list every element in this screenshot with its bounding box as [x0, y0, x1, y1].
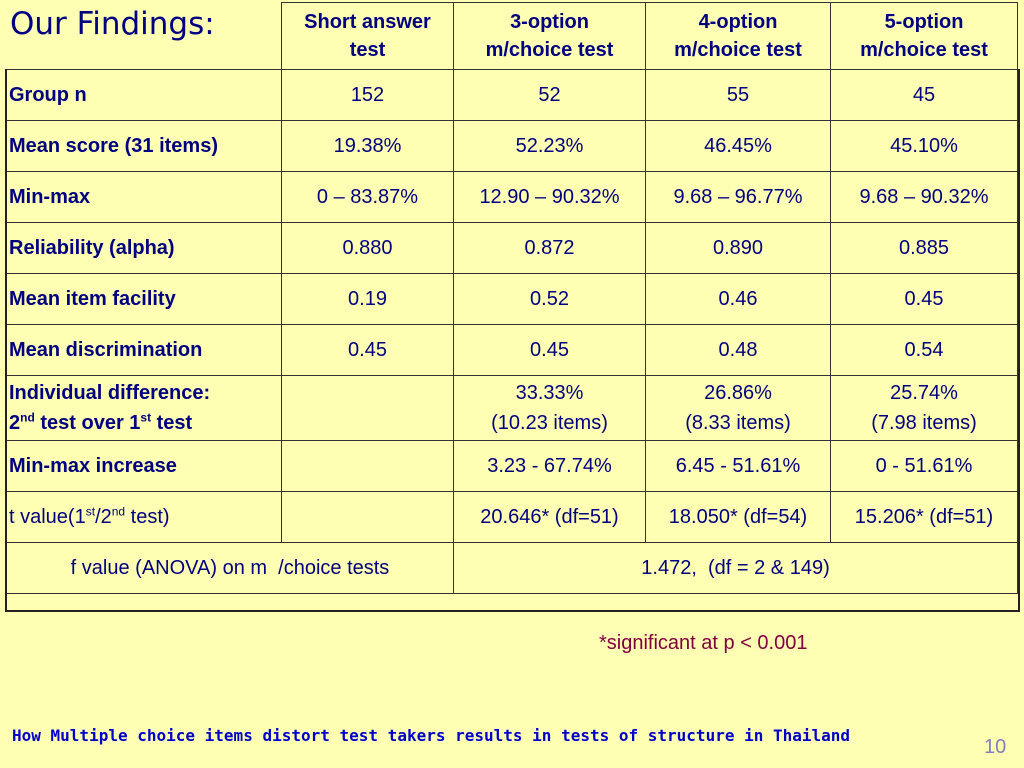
row-label: t value(1st/2nd test): [7, 492, 282, 543]
table-cell: 55: [646, 70, 831, 121]
table-cell: 3.23 - 67.74%: [454, 441, 646, 492]
individual-difference-row: [7, 376, 1018, 441]
table-cell: 0.45: [282, 325, 454, 376]
header-3-option: 3-option m/choice test: [454, 3, 646, 70]
table-row: [7, 70, 1018, 121]
slide-number: 10: [984, 736, 1007, 758]
row-label: Group n: [7, 70, 282, 121]
table-row: [7, 223, 1018, 274]
table-cell: 0 – 83.87%: [282, 172, 454, 223]
table-cell: 46.45%: [646, 121, 831, 172]
minmax-increase-row: [7, 441, 1018, 492]
table-cell: 45: [831, 70, 1018, 121]
table-cell: 33.33% (10.23 items): [454, 376, 646, 441]
row-label: Mean item facility: [7, 274, 282, 325]
table-cell: 45.10%: [831, 121, 1018, 172]
table-cell: 9.68 – 96.77%: [646, 172, 831, 223]
table-row: [7, 172, 1018, 223]
row-label: Min-max: [7, 172, 282, 223]
anova-label: f value (ANOVA) on m /choice tests: [7, 543, 454, 594]
table-cell: 15.206* (df=51): [831, 492, 1018, 543]
t-value-row: [7, 492, 1018, 543]
slide-caption: How Multiple choice items distort test takers results in tests of structure in Thailand: [12, 726, 851, 745]
significance-footnote: *significant at p < 0.001: [599, 632, 808, 654]
table-row: [7, 274, 1018, 325]
table-cell: [282, 492, 454, 543]
table-cell: 0.885: [831, 223, 1018, 274]
table-cell: 12.90 – 90.32%: [454, 172, 646, 223]
table-cell: [282, 376, 454, 441]
row-label: Mean discrimination: [7, 325, 282, 376]
table-cell: 0.45: [831, 274, 1018, 325]
header-4-option: 4-option m/choice test: [646, 3, 831, 70]
table-cell: 0.880: [282, 223, 454, 274]
header-row: [7, 3, 1018, 70]
table-cell: 0.54: [831, 325, 1018, 376]
table-cell: 52.23%: [454, 121, 646, 172]
anova-value: 1.472, (df = 2 & 149): [454, 543, 1018, 594]
table-cell: 0 - 51.61%: [831, 441, 1018, 492]
table-cell: 0.52: [454, 274, 646, 325]
row-label: Individual difference: 2nd test over 1st test: [7, 376, 282, 441]
table-cell: 20.646* (df=51): [454, 492, 646, 543]
table-cell: 0.19: [282, 274, 454, 325]
header-5-option: 5-option m/choice test: [831, 3, 1018, 70]
table-cell: 25.74% (7.98 items): [831, 376, 1018, 441]
table-cell: 0.48: [646, 325, 831, 376]
row-label: Reliability (alpha): [7, 223, 282, 274]
table-cell: 19.38%: [282, 121, 454, 172]
table-row: [7, 325, 1018, 376]
table-cell: 18.050* (df=54): [646, 492, 831, 543]
title-cell: [7, 3, 282, 70]
table-cell: [282, 441, 454, 492]
table-cell: 0.890: [646, 223, 831, 274]
table-cell: 6.45 - 51.61%: [646, 441, 831, 492]
table-cell: 152: [282, 70, 454, 121]
table-cell: 0.45: [454, 325, 646, 376]
table-cell: 52: [454, 70, 646, 121]
anova-row: [7, 543, 1018, 594]
header-short-answer: Short answer test: [282, 3, 454, 70]
row-label: Min-max increase: [7, 441, 282, 492]
row-label: Mean score (31 items): [7, 121, 282, 172]
table-cell: 9.68 – 90.32%: [831, 172, 1018, 223]
table-row: [7, 121, 1018, 172]
findings-table: [6, 2, 1018, 594]
table-cell: 26.86% (8.33 items): [646, 376, 831, 441]
table-cell: 0.46: [646, 274, 831, 325]
slide-title: Our Findings:: [10, 6, 215, 42]
table-cell: 0.872: [454, 223, 646, 274]
